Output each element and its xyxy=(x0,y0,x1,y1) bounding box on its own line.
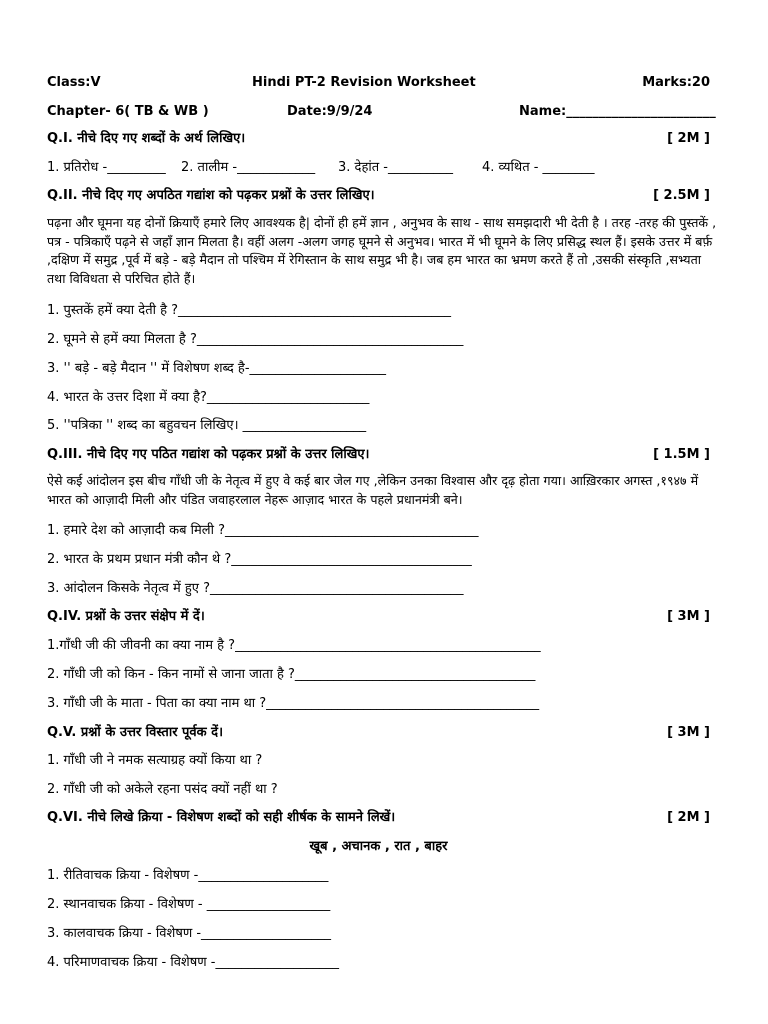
q3-question: 1. हमारे देश को आज़ादी कब मिली ?_______________________________________ xyxy=(47,523,479,538)
q4-heading: Q.IV. प्रश्नों के उत्तर संक्षेप में दें। xyxy=(47,609,205,624)
q3-passage: ऐसे कई आंदोलन इस बीच गाँधी जी के नेतृत्व में हुए वे कई बार जेल गए ,लेकिन उनका विश्वास और दृढ़ होता गया। आख़िरकार अगस्त ,१९४७ में भारत को आज़ादी मिली और पंडित जवाहरलाल नेहरू आज़ाद भारत के पहले प्रधानमंत्री बने। xyxy=(47,473,699,507)
name-field: Name:_______________________ xyxy=(519,104,716,119)
q1-heading: Q.I. नीचे दिए गए शब्दों के अर्थ लिखिए। xyxy=(47,131,246,146)
marks-label: Marks:20 xyxy=(642,75,710,90)
q6-word-bank: खूब , अचानक , रात , बाहर xyxy=(309,839,448,854)
q6-heading-row xyxy=(47,809,710,826)
q3-question: 2. भारत के प्रथम प्रधान मंत्री कौन थे ?_____________________________________ xyxy=(47,552,472,567)
q5-heading: Q.V. प्रश्नों के उत्तर विस्तार पूर्वक दें। xyxy=(47,725,224,740)
q6-heading: Q.VI. नीचे लिखे क्रिया - विशेषण शब्दों को सही शीर्षक के सामने लिखें। xyxy=(47,810,396,825)
q4-question: 3. गाँधी जी के माता - पिता का क्या नाम था ?__________________________________________ xyxy=(47,696,540,711)
q1-item: 4. व्यथित - ________ xyxy=(482,160,595,175)
q1-item: 1. प्रतिरोध -_________ xyxy=(47,160,166,175)
q3-heading: Q.III. नीचे दिए गए पठित गद्यांश को पढ़कर प्रश्नों के उत्तर लिखिए। xyxy=(47,447,370,462)
q6-question: 4. परिमाणवाचक क्रिया - विशेषण -___________________ xyxy=(47,955,339,970)
q2-heading: Q.II. नीचे दिए गए अपठित गद्यांश को पढ़कर प्रश्नों के उत्तर लिखिए। xyxy=(47,188,375,203)
q1-marks: [ 2M ] xyxy=(667,131,710,146)
q2-heading-row xyxy=(47,187,710,204)
q2-question: 3. '' बड़े - बड़े मैदान '' में विशेषण शब्द है-_____________________ xyxy=(47,361,387,376)
q6-question: 1. रीतिवाचक क्रिया - विशेषण -____________________ xyxy=(47,868,329,883)
q4-marks: [ 3M ] xyxy=(667,609,710,624)
q2-question: 2. घूमने से हमें क्या मिलता है ?_________________________________________ xyxy=(47,332,464,347)
q4-heading-row xyxy=(47,608,710,625)
q5-heading-row xyxy=(47,724,710,741)
q6-marks: [ 2M ] xyxy=(667,810,710,825)
q4-question: 2. गाँधी जी को किन - किन नामों से जाना जाता है ?_____________________________________ xyxy=(47,667,536,682)
date-label: Date:9/9/24 xyxy=(287,104,373,119)
q2-question: 5. ''पत्रिका '' शब्द का बहुवचन लिखिए। ___________________ xyxy=(47,418,367,433)
q6-question: 3. कालवाचक क्रिया - विशेषण -____________________ xyxy=(47,926,332,941)
q3-marks: [ 1.5M ] xyxy=(653,447,710,462)
q3-heading-row xyxy=(47,446,710,463)
q1-item: 2. तालीम -____________ xyxy=(181,160,316,175)
worksheet-title: Hindi PT-2 Revision Worksheet xyxy=(252,75,476,90)
q2-marks: [ 2.5M ] xyxy=(653,188,710,203)
q4-question: 1.गाँधी जी की जीवनी का क्या नाम है ?_______________________________________________ xyxy=(47,638,541,653)
q1-heading-row xyxy=(47,130,710,147)
q2-passage: पढ़ना और घूमना यह दोनों क्रियाएँ हमारे लिए आवश्यक है| दोनों ही हमें ज्ञान , अनुभव के साथ - साथ समझदारी भी देती है । तरह -तरह की पुस्तकें , पत्र - पत्रिकाएँ पढ़ने से जहाँ ज्ञान मिलता है। वहीं अलग -अलग जगह घूमने से अनुभव। भारत में भी घूमने के लिए प्रसिद्ध स्थल हैं। इसके उत्तर में बर्फ़ ,दक्षिण में समुद्र ,पूर्व में बड़े - बड़े मैदान तो पश्चिम में रेगिस्तान के साथ समुद्र भी है। जब हम भारत का भ्रमण करते हैं तो ,उसकी संस्कृति ,सभ्यता तथा विविधता से परिचित होते हैं। xyxy=(47,215,717,286)
q2-question: 4. भारत के उत्तर दिशा में क्या है?_________________________ xyxy=(47,390,370,405)
class-label: Class:V xyxy=(47,75,101,90)
q1-item: 3. देहांत -__________ xyxy=(338,160,453,175)
q5-question: 1. गाँधी जी ने नमक सत्याग्रह क्यों किया था ? xyxy=(47,753,263,768)
q2-question: 1. पुस्तकें हमें क्या देती है ?__________________________________________ xyxy=(47,303,452,318)
q5-question: 2. गाँधी जी को अकेले रहना पसंद क्यों नहीं था ? xyxy=(47,782,278,797)
q6-question: 2. स्थानवाचक क्रिया - विशेषण - ___________________ xyxy=(47,897,331,912)
chapter-label: Chapter- 6( TB & WB ) xyxy=(47,104,209,119)
q3-question: 3. आंदोलन किसके नेतृत्व में हुए ?_______________________________________ xyxy=(47,581,464,596)
q5-marks: [ 3M ] xyxy=(667,725,710,740)
